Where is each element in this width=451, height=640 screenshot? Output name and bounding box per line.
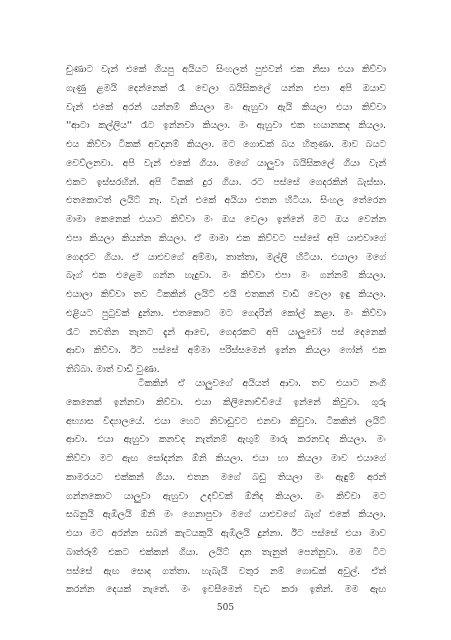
text-line: වැන් එකේ අරන් යන්නම් කියලා මං ඇහුවා ඇයි කියලා එයා කිව්වා [66,101,386,113]
text-line: ආවා කිව්වා. ඊට පස්සේ අම්මා පරිස්සමෙන් ඉන්න කියලා ෆෝන් එක [66,345,386,357]
text-line: කෙනෙක් ඉන්නවා කිව්වා. එයා කිලිනොච්චියේ ඉන්නේ කිවුවා. ගුරු [66,396,386,408]
text-line: තිබ්බා. මාත් වාඩි වුණා. [66,364,160,375]
text-line: ගෙදරට ගියා. ඒ යාළුවගේ අම්මා, තාත්තා, මල්ලි හිටියා. එයාලා මගේ [66,251,386,263]
text-line: චුණාට වැන් එකේ ගියපු අයියට සිංහලත් පුළුවන් එක නිසා එයා කිව්වා [66,64,386,75]
text-line: කාමරයට එක්කන් ගියා. එතන මගේ බඩු තියලා මං ඇඳුම් අරන් [66,471,386,483]
text-line: එයාලා කිව්වා තව ටිකකින් ලයිට් එයි එතකන් වාඩි වෙලා ඉඳු කියලා. [66,289,386,300]
text-line: මාමා කෙනෙක් එයාට කිව්වා මං ඔය වෙලා ඉන්නේ මට ඔය වෙන්න [66,214,386,225]
text-line: බාත්රූම් එකට එක්කන් ගියා. ලයිට් දාන තැනුත් පෙන්නුවා. මම ටිට [66,546,386,558]
text-line: බෑග් එක එළෙම ගන්න හැදුවා. මං කිව්වා එපා මං ගන්නම් කියලා. [66,270,386,282]
paragraph-2 [66,375,386,600]
text-line: කරන්න දෙයක් නැතේ. මං ඉවසීමෙන් වැඩ කරා ඉතින්. මම ඇඟ [66,584,386,596]
text-line: එකට ඉස්සරහින්. අපි ටිකක් දුර ගියා. රට පස්සේ ගෙදරකින් බැස්සා. [66,176,386,188]
paragraph-1 [66,61,386,380]
text-line: එළියට පුටුවක් දුන්නා. එතකොට මට ගෙදරින් කෝල් කළා. මං කිව්වා [66,307,386,319]
text-line: වෙව්ලනවා. අපි වැන් එකේ ගියා. මගේ යාලුවා බයිසිකලේ ගියා වැන් [66,157,386,169]
text-line: ආවා. එයා ඇහුවා කනවද නැත්නම් ඇඟුම් මාරු කරනවද කියලා. මං [66,434,386,446]
text-line: එපා කියලා කියන්න කියලා. ඒ මාමා එක කිව්වට පස්සේ අපි යාළුවාගේ [66,232,386,244]
text-line: එතකොටත් ලයිට් නෑ. වැන් එකේ අයියා එතන හිටියා. සිංහල තේරෙන [66,195,386,207]
text-line: එය කිව්වා ටිකක් අවදානම් කියලා. මට ගොඩක් බය හිතුණා. මාව බයට [66,139,386,150]
text-line: සබනුයි ඇඹිලයි ඕනි මං ගෙනාපුවා මගේ යාළුවගේ බෑග් එකේ කියලා. [66,509,386,521]
text-line: අභ්‍යාස විද්‍යාලයේ. එයා හෙට නිවාඩුවට එනවා කිවුවා. ටිකකින් ලයිට් [66,415,386,427]
text-line: ගැණු ළමයි දෙන්නෙක් රෑ වෙලා බයිසිකලේ යන්න එපා අපි ඔයාව [66,82,386,94]
text-line: ''ආටා කල්ලිය'' රෑට ඉන්නවා කියලා. මං ඇහුවා එක භයානකද කියලා. [66,120,386,132]
text-line: පස්සේ ඇඟ සොද ගත්තා. හැබැයි වතුර නම් ගොඩක් අවුල්. ඒත් [66,565,386,577]
text-line: ගන්නකොට යාලුවා ඇහුවා උදව්වක් ඕනිද කියලා. මං කිව්වා මට [66,490,386,502]
text-line: කිව්වා මට ඇඟ සෝදන්න ඕනි කියලා. එයා හා කියලා මාව එයාගේ [66,453,386,464]
text-line: එයා මට අරන්න සබන් කැටයකුයි ඇඹිලයි දුන්නා. ඊට පස්සේ එයා මාව [66,528,386,539]
text-line: ටිකකින් ඒ යාලුවගේ අයියත් ආවා. තව එයාට නංගි [138,378,386,389]
text-line: රෑට නවතින තැනට දැන් ආවෙ, ගෙදරකට අපි යාලුවෝ පස් දෙනෙක් [66,326,386,338]
page-number: 505 [216,603,235,613]
